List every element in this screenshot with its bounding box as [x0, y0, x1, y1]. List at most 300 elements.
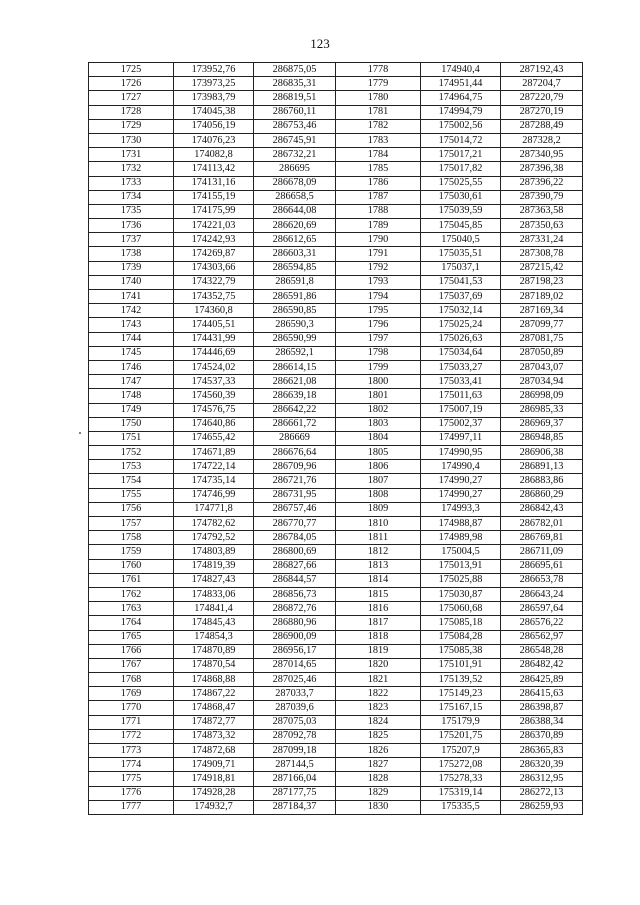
table-row: [89, 261, 583, 275]
y-coordinate-cell: 286591,86: [254, 290, 336, 304]
point-number-cell: 1730: [89, 133, 174, 147]
x-coordinate-cell: 174322,79: [174, 275, 254, 289]
point-number-cell: 1800: [336, 375, 421, 389]
x-coordinate-cell: 174082,8: [174, 148, 254, 162]
y-coordinate-cell: 286653,78: [501, 573, 583, 587]
x-coordinate-cell: 175085,18: [421, 616, 501, 630]
point-number-cell: 1830: [336, 800, 421, 814]
point-number-cell: 1768: [89, 673, 174, 687]
y-coordinate-cell: 286621,08: [254, 375, 336, 389]
point-number-cell: 1737: [89, 233, 174, 247]
table-row: [89, 673, 583, 687]
point-number-cell: 1750: [89, 417, 174, 431]
x-coordinate-cell: 175041,53: [421, 275, 501, 289]
y-coordinate-cell: 286745,91: [254, 133, 336, 147]
table-row: [89, 772, 583, 786]
x-coordinate-cell: 174872,77: [174, 715, 254, 729]
point-number-cell: 1823: [336, 701, 421, 715]
point-number-cell: 1813: [336, 559, 421, 573]
y-coordinate-cell: 286753,46: [254, 119, 336, 133]
point-number-cell: 1802: [336, 403, 421, 417]
y-coordinate-cell: 286782,01: [501, 517, 583, 531]
y-coordinate-cell: 286562,97: [501, 630, 583, 644]
y-coordinate-cell: 286669: [254, 431, 336, 445]
table-row: [89, 375, 583, 389]
y-coordinate-cell: 286639,18: [254, 389, 336, 403]
point-number-cell: 1752: [89, 446, 174, 460]
y-coordinate-cell: 286320,39: [501, 758, 583, 772]
x-coordinate-cell: 175025,24: [421, 318, 501, 332]
point-number-cell: 1767: [89, 658, 174, 672]
y-coordinate-cell: 286590,85: [254, 304, 336, 318]
x-coordinate-cell: 175030,61: [421, 190, 501, 204]
y-coordinate-cell: 286594,85: [254, 261, 336, 275]
x-coordinate-cell: 175035,51: [421, 247, 501, 261]
point-number-cell: 1826: [336, 744, 421, 758]
y-coordinate-cell: 287396,22: [501, 176, 583, 190]
y-coordinate-cell: 286259,93: [501, 800, 583, 814]
y-coordinate-cell: 286835,31: [254, 77, 336, 91]
y-coordinate-cell: 286644,08: [254, 204, 336, 218]
x-coordinate-cell: 175002,37: [421, 417, 501, 431]
y-coordinate-cell: 286906,38: [501, 446, 583, 460]
y-coordinate-cell: 286891,13: [501, 460, 583, 474]
x-coordinate-cell: 174221,03: [174, 219, 254, 233]
x-coordinate-cell: 175025,88: [421, 573, 501, 587]
y-coordinate-cell: 286948,85: [501, 431, 583, 445]
point-number-cell: 1754: [89, 474, 174, 488]
x-coordinate-cell: 175033,27: [421, 360, 501, 374]
table-row: [89, 644, 583, 658]
point-number-cell: 1748: [89, 389, 174, 403]
y-coordinate-cell: 286757,46: [254, 502, 336, 516]
y-coordinate-cell: 287396,38: [501, 162, 583, 176]
table-row: [89, 715, 583, 729]
x-coordinate-cell: 175045,85: [421, 219, 501, 233]
table-row: [89, 119, 583, 133]
point-number-cell: 1793: [336, 275, 421, 289]
y-coordinate-cell: 287025,46: [254, 673, 336, 687]
x-coordinate-cell: 174405,51: [174, 318, 254, 332]
y-coordinate-cell: 286800,69: [254, 545, 336, 559]
x-coordinate-cell: 175149,23: [421, 687, 501, 701]
table-row: [89, 133, 583, 147]
x-coordinate-cell: 174735,14: [174, 474, 254, 488]
x-coordinate-cell: 175084,28: [421, 630, 501, 644]
x-coordinate-cell: 174431,99: [174, 332, 254, 346]
table-row: [89, 346, 583, 360]
table-row: [89, 573, 583, 587]
y-coordinate-cell: 286576,22: [501, 616, 583, 630]
x-coordinate-cell: 174269,87: [174, 247, 254, 261]
y-coordinate-cell: 286592,1: [254, 346, 336, 360]
x-coordinate-cell: 174928,28: [174, 786, 254, 800]
x-coordinate-cell: 174792,52: [174, 531, 254, 545]
x-coordinate-cell: 174655,42: [174, 431, 254, 445]
x-coordinate-cell: 174993,3: [421, 502, 501, 516]
y-coordinate-cell: 286425,89: [501, 673, 583, 687]
table-row: [89, 389, 583, 403]
point-number-cell: 1777: [89, 800, 174, 814]
y-coordinate-cell: 287039,6: [254, 701, 336, 715]
point-number-cell: 1803: [336, 417, 421, 431]
x-coordinate-cell: 174951,44: [421, 77, 501, 91]
x-coordinate-cell: 174870,54: [174, 658, 254, 672]
y-coordinate-cell: 286415,63: [501, 687, 583, 701]
y-coordinate-cell: 286956,17: [254, 644, 336, 658]
scan-speck: [79, 432, 81, 434]
y-coordinate-cell: 286370,89: [501, 729, 583, 743]
x-coordinate-cell: 174746,99: [174, 488, 254, 502]
point-number-cell: 1771: [89, 715, 174, 729]
point-number-cell: 1758: [89, 531, 174, 545]
table-row: [89, 176, 583, 190]
table-row: [89, 517, 583, 531]
x-coordinate-cell: 175013,91: [421, 559, 501, 573]
x-coordinate-cell: 174964,75: [421, 91, 501, 105]
point-number-cell: 1746: [89, 360, 174, 374]
point-number-cell: 1726: [89, 77, 174, 91]
table-row: [89, 204, 583, 218]
point-number-cell: 1763: [89, 602, 174, 616]
point-number-cell: 1782: [336, 119, 421, 133]
y-coordinate-cell: 286819,51: [254, 91, 336, 105]
table-row: [89, 446, 583, 460]
y-coordinate-cell: 287220,79: [501, 91, 583, 105]
point-number-cell: 1810: [336, 517, 421, 531]
x-coordinate-cell: 174997,11: [421, 431, 501, 445]
x-coordinate-cell: 174854,3: [174, 630, 254, 644]
x-coordinate-cell: 175319,14: [421, 786, 501, 800]
point-number-cell: 1736: [89, 219, 174, 233]
point-number-cell: 1789: [336, 219, 421, 233]
y-coordinate-cell: 286612,65: [254, 233, 336, 247]
point-number-cell: 1734: [89, 190, 174, 204]
point-number-cell: 1791: [336, 247, 421, 261]
point-number-cell: 1811: [336, 531, 421, 545]
point-number-cell: 1774: [89, 758, 174, 772]
point-number-cell: 1795: [336, 304, 421, 318]
y-coordinate-cell: 286875,05: [254, 63, 336, 77]
point-number-cell: 1781: [336, 105, 421, 119]
point-number-cell: 1820: [336, 658, 421, 672]
point-number-cell: 1742: [89, 304, 174, 318]
table-row: [89, 587, 583, 601]
x-coordinate-cell: 175060,68: [421, 602, 501, 616]
y-coordinate-cell: 286985,33: [501, 403, 583, 417]
point-number-cell: 1753: [89, 460, 174, 474]
x-coordinate-cell: 175272,08: [421, 758, 501, 772]
point-number-cell: 1819: [336, 644, 421, 658]
y-coordinate-cell: 286676,64: [254, 446, 336, 460]
y-coordinate-cell: 287350,63: [501, 219, 583, 233]
table-row: [89, 658, 583, 672]
x-coordinate-cell: 174803,89: [174, 545, 254, 559]
x-coordinate-cell: 174131,16: [174, 176, 254, 190]
point-number-cell: 1809: [336, 502, 421, 516]
x-coordinate-cell: 175004,5: [421, 545, 501, 559]
x-coordinate-cell: 175007,19: [421, 403, 501, 417]
x-coordinate-cell: 174722,14: [174, 460, 254, 474]
y-coordinate-cell: 286900,09: [254, 630, 336, 644]
y-coordinate-cell: 287198,23: [501, 275, 583, 289]
x-coordinate-cell: 174932,7: [174, 800, 254, 814]
point-number-cell: 1815: [336, 587, 421, 601]
point-number-cell: 1727: [89, 91, 174, 105]
point-number-cell: 1731: [89, 148, 174, 162]
y-coordinate-cell: 287189,02: [501, 290, 583, 304]
y-coordinate-cell: 286591,8: [254, 275, 336, 289]
y-coordinate-cell: 286770,77: [254, 517, 336, 531]
point-number-cell: 1757: [89, 517, 174, 531]
point-number-cell: 1769: [89, 687, 174, 701]
point-number-cell: 1744: [89, 332, 174, 346]
y-coordinate-cell: 287215,42: [501, 261, 583, 275]
x-coordinate-cell: 174576,75: [174, 403, 254, 417]
y-coordinate-cell: 286883,86: [501, 474, 583, 488]
x-coordinate-cell: 174819,39: [174, 559, 254, 573]
table-row: [89, 304, 583, 318]
x-coordinate-cell: 174045,38: [174, 105, 254, 119]
x-coordinate-cell: 175002,56: [421, 119, 501, 133]
y-coordinate-cell: 286880,96: [254, 616, 336, 630]
x-coordinate-cell: 174990,27: [421, 474, 501, 488]
point-number-cell: 1808: [336, 488, 421, 502]
y-coordinate-cell: 287390,79: [501, 190, 583, 204]
x-coordinate-cell: 174909,71: [174, 758, 254, 772]
x-coordinate-cell: 175278,33: [421, 772, 501, 786]
y-coordinate-cell: 286856,73: [254, 587, 336, 601]
y-coordinate-cell: 287331,24: [501, 233, 583, 247]
y-coordinate-cell: 286661,72: [254, 417, 336, 431]
x-coordinate-cell: 175101,91: [421, 658, 501, 672]
point-number-cell: 1805: [336, 446, 421, 460]
point-number-cell: 1732: [89, 162, 174, 176]
table-row: [89, 318, 583, 332]
y-coordinate-cell: 286658,5: [254, 190, 336, 204]
point-number-cell: 1816: [336, 602, 421, 616]
point-number-cell: 1738: [89, 247, 174, 261]
x-coordinate-cell: 175032,14: [421, 304, 501, 318]
x-coordinate-cell: 175207,9: [421, 744, 501, 758]
y-coordinate-cell: 286731,95: [254, 488, 336, 502]
point-number-cell: 1801: [336, 389, 421, 403]
x-coordinate-cell: 174827,43: [174, 573, 254, 587]
table-row: [89, 417, 583, 431]
point-number-cell: 1824: [336, 715, 421, 729]
table-row: [89, 531, 583, 545]
x-coordinate-cell: 175040,5: [421, 233, 501, 247]
y-coordinate-cell: 286614,15: [254, 360, 336, 374]
x-coordinate-cell: 175335,5: [421, 800, 501, 814]
y-coordinate-cell: 286312,95: [501, 772, 583, 786]
y-coordinate-cell: 286272,13: [501, 786, 583, 800]
table-row: [89, 247, 583, 261]
point-number-cell: 1806: [336, 460, 421, 474]
x-coordinate-cell: 175201,75: [421, 729, 501, 743]
point-number-cell: 1792: [336, 261, 421, 275]
y-coordinate-cell: 286603,31: [254, 247, 336, 261]
y-coordinate-cell: 286642,22: [254, 403, 336, 417]
x-coordinate-cell: 175179,9: [421, 715, 501, 729]
x-coordinate-cell: 175034,64: [421, 346, 501, 360]
y-coordinate-cell: 287034,94: [501, 375, 583, 389]
point-number-cell: 1778: [336, 63, 421, 77]
table-row: [89, 63, 583, 77]
point-number-cell: 1728: [89, 105, 174, 119]
point-number-cell: 1796: [336, 318, 421, 332]
table-row: [89, 332, 583, 346]
x-coordinate-cell: 175011,63: [421, 389, 501, 403]
x-coordinate-cell: 175030,87: [421, 587, 501, 601]
y-coordinate-cell: 287308,78: [501, 247, 583, 261]
y-coordinate-cell: 287099,18: [254, 744, 336, 758]
x-coordinate-cell: 174671,89: [174, 446, 254, 460]
table-row: [89, 758, 583, 772]
y-coordinate-cell: 287328,2: [501, 133, 583, 147]
y-coordinate-cell: 287166,04: [254, 772, 336, 786]
y-coordinate-cell: 287144,5: [254, 758, 336, 772]
point-number-cell: 1772: [89, 729, 174, 743]
y-coordinate-cell: 286597,64: [501, 602, 583, 616]
point-number-cell: 1733: [89, 176, 174, 190]
y-coordinate-cell: 287043,07: [501, 360, 583, 374]
y-coordinate-cell: 287081,75: [501, 332, 583, 346]
point-number-cell: 1764: [89, 616, 174, 630]
y-coordinate-cell: 287288,49: [501, 119, 583, 133]
table-row: [89, 786, 583, 800]
y-coordinate-cell: 287092,78: [254, 729, 336, 743]
y-coordinate-cell: 287192,43: [501, 63, 583, 77]
point-number-cell: 1735: [89, 204, 174, 218]
point-number-cell: 1783: [336, 133, 421, 147]
table-row: [89, 403, 583, 417]
table-row: [89, 474, 583, 488]
table-row: [89, 275, 583, 289]
y-coordinate-cell: 287099,77: [501, 318, 583, 332]
table-row: [89, 219, 583, 233]
x-coordinate-cell: 174537,33: [174, 375, 254, 389]
x-coordinate-cell: 174868,47: [174, 701, 254, 715]
x-coordinate-cell: 174446,69: [174, 346, 254, 360]
point-number-cell: 1807: [336, 474, 421, 488]
table-row: [89, 502, 583, 516]
table-row: [89, 91, 583, 105]
x-coordinate-cell: 175039,59: [421, 204, 501, 218]
x-coordinate-cell: 174868,88: [174, 673, 254, 687]
point-number-cell: 1766: [89, 644, 174, 658]
table-row: [89, 148, 583, 162]
point-number-cell: 1745: [89, 346, 174, 360]
y-coordinate-cell: 286695,61: [501, 559, 583, 573]
x-coordinate-cell: 174175,99: [174, 204, 254, 218]
x-coordinate-cell: 174056,19: [174, 119, 254, 133]
point-number-cell: 1797: [336, 332, 421, 346]
table-row: [89, 360, 583, 374]
table-row: [89, 545, 583, 559]
point-number-cell: 1747: [89, 375, 174, 389]
x-coordinate-cell: 175037,69: [421, 290, 501, 304]
y-coordinate-cell: 286998,09: [501, 389, 583, 403]
y-coordinate-cell: 286590,99: [254, 332, 336, 346]
y-coordinate-cell: 286784,05: [254, 531, 336, 545]
point-number-cell: 1827: [336, 758, 421, 772]
x-coordinate-cell: 174155,19: [174, 190, 254, 204]
x-coordinate-cell: 174242,93: [174, 233, 254, 247]
x-coordinate-cell: 174841,4: [174, 602, 254, 616]
y-coordinate-cell: 286695: [254, 162, 336, 176]
point-number-cell: 1780: [336, 91, 421, 105]
x-coordinate-cell: 174845,43: [174, 616, 254, 630]
table-row: [89, 559, 583, 573]
point-number-cell: 1741: [89, 290, 174, 304]
y-coordinate-cell: 286732,21: [254, 148, 336, 162]
x-coordinate-cell: 175026,63: [421, 332, 501, 346]
point-number-cell: 1784: [336, 148, 421, 162]
point-number-cell: 1761: [89, 573, 174, 587]
point-number-cell: 1788: [336, 204, 421, 218]
x-coordinate-cell: 174524,02: [174, 360, 254, 374]
x-coordinate-cell: 174873,32: [174, 729, 254, 743]
x-coordinate-cell: 174560,39: [174, 389, 254, 403]
point-number-cell: 1786: [336, 176, 421, 190]
x-coordinate-cell: 174870,89: [174, 644, 254, 658]
page-number: 123: [310, 36, 330, 51]
point-number-cell: 1759: [89, 545, 174, 559]
point-number-cell: 1755: [89, 488, 174, 502]
x-coordinate-cell: 175014,72: [421, 133, 501, 147]
x-coordinate-cell: 174940,4: [421, 63, 501, 77]
x-coordinate-cell: 174113,42: [174, 162, 254, 176]
x-coordinate-cell: 174640,86: [174, 417, 254, 431]
x-coordinate-cell: 174833,06: [174, 587, 254, 601]
point-number-cell: 1740: [89, 275, 174, 289]
x-coordinate-cell: 174990,4: [421, 460, 501, 474]
table-row: [89, 460, 583, 474]
y-coordinate-cell: 286844,57: [254, 573, 336, 587]
table-row: [89, 687, 583, 701]
y-coordinate-cell: 287050,89: [501, 346, 583, 360]
x-coordinate-cell: 174918,81: [174, 772, 254, 786]
y-coordinate-cell: 286860,29: [501, 488, 583, 502]
y-coordinate-cell: 286590,3: [254, 318, 336, 332]
x-coordinate-cell: 174076,23: [174, 133, 254, 147]
y-coordinate-cell: 286842,43: [501, 502, 583, 516]
x-coordinate-cell: 174990,27: [421, 488, 501, 502]
point-number-cell: 1785: [336, 162, 421, 176]
table-row: [89, 290, 583, 304]
point-number-cell: 1770: [89, 701, 174, 715]
point-number-cell: 1822: [336, 687, 421, 701]
y-coordinate-cell: 286548,28: [501, 644, 583, 658]
table-row: [89, 190, 583, 204]
point-number-cell: 1814: [336, 573, 421, 587]
x-coordinate-cell: 174771,8: [174, 502, 254, 516]
x-coordinate-cell: 175017,82: [421, 162, 501, 176]
y-coordinate-cell: 287014,65: [254, 658, 336, 672]
y-coordinate-cell: 286678,09: [254, 176, 336, 190]
y-coordinate-cell: 286769,81: [501, 531, 583, 545]
coordinates-table-body: [89, 63, 583, 815]
table-row: [89, 800, 583, 814]
x-coordinate-cell: 175025,55: [421, 176, 501, 190]
y-coordinate-cell: 287184,37: [254, 800, 336, 814]
table-row: [89, 744, 583, 758]
table-row: [89, 701, 583, 715]
y-coordinate-cell: 286365,83: [501, 744, 583, 758]
table-row: [89, 77, 583, 91]
point-number-cell: 1798: [336, 346, 421, 360]
